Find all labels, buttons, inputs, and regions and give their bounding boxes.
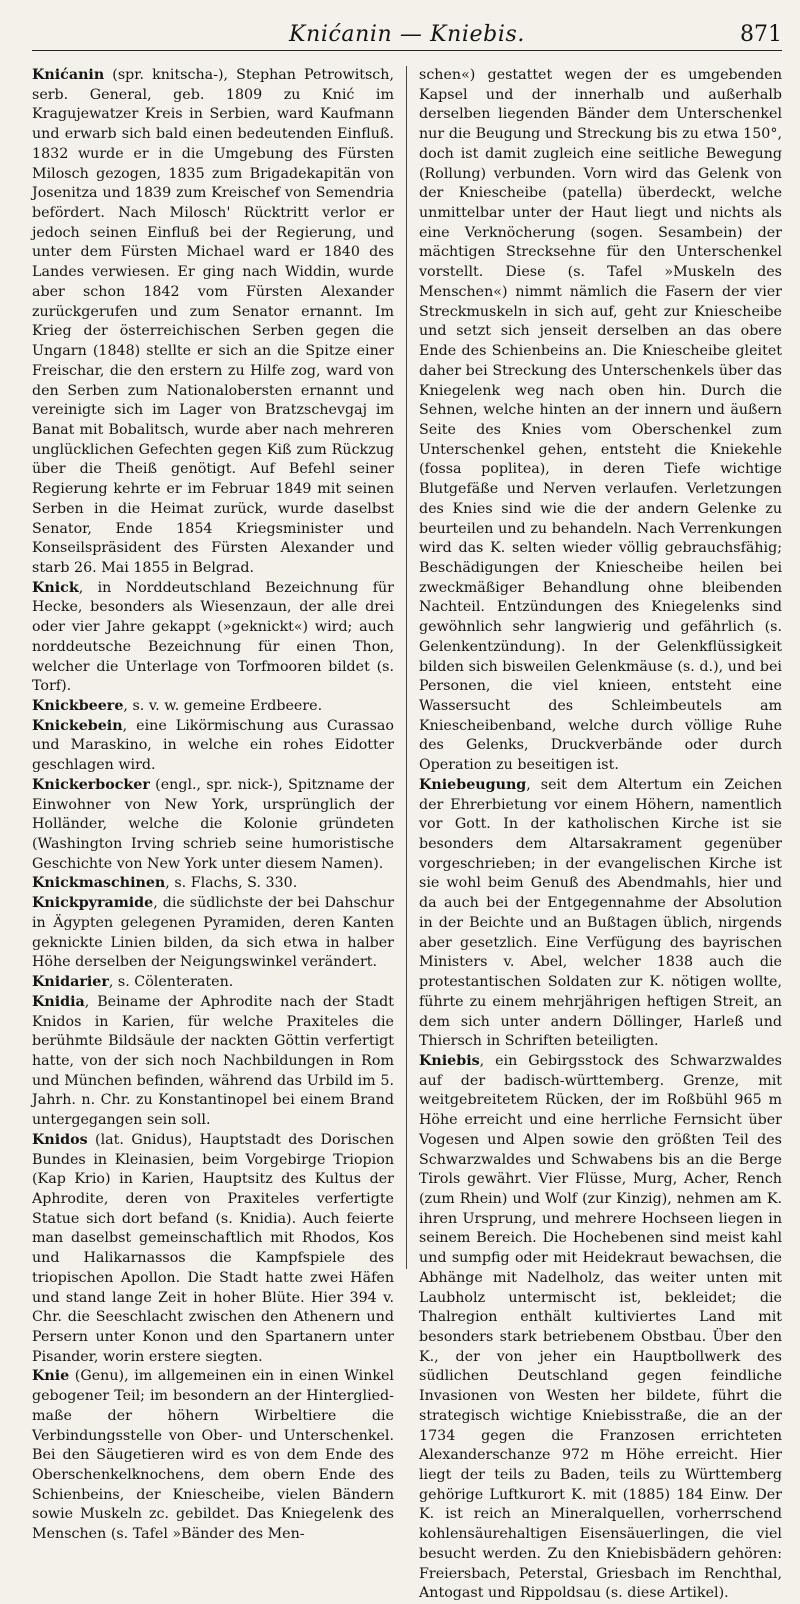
entry-knick (32, 579, 394, 697)
entry-text: (Genu), im allgemeinen ein in einen Winkel gebogener Teil; im besondern an der Hinterglied-maße der höhern Wirbeltiere die Verbindungsstelle von Ober- und Unterschenkel. Bei den Säugetieren wird es von dem Ende des Oberschenkelknochens, dem obern Ende des Schienbeins, der Kniescheibe, vielen Bändern sowie Muskeln zc. gebildet. Das Kniegelenk des Menschen (s. Tafel »Bänder des Men- (32, 1368, 394, 1543)
entry-knidarier (32, 973, 394, 993)
running-head: Knićanin — Kniebis. (289, 22, 525, 47)
page-header (32, 16, 782, 51)
entry-keyword: Knidarier (32, 974, 109, 991)
text-columns (32, 66, 782, 1602)
entry-text: , eine Likörmischung aus Curassao und Maraskino, in welche ein rohes Eidotter geschlagen wird. (32, 717, 394, 774)
entry-text: , die südlichste der bei Dahschur in Ägypten gelegenen Pyramiden, deren Kanten geknickte Linien bilden, da sich etwa in halber Höhe derselben der Neigungswinkel verändert. (32, 895, 394, 971)
entry-keyword: Kniebis (419, 1052, 480, 1069)
entry-text: (lat. Gnidus), Hauptstadt des Dorischen Bundes in Kleinasien, beim Vorgebirge Triopion (Kap Krio) in Karien, Hauptsitz des Kultus der Aphrodite, deren von Praxiteles verfertigte Statue sich dort befand (s. Knidia). Auch feierte man daselbst gemeinschaftlich mit Rhodos, Kos und Halikarnassos die Kampfspiele des triopischen Apollon. Die Stadt hatte zwei Häfen und stand lange Zeit in hoher Blüte. Hier 394 v. Chr. die Seeschlacht zwischen den Athenern und Persern unter Konon und den Spartanern unter Pisander, worin erstere siegten. (32, 1131, 394, 1365)
entry-keyword: Kniebeugung (419, 776, 527, 793)
entry-keyword: Knie (32, 1368, 70, 1385)
entry-keyword: Knidos (32, 1131, 88, 1148)
entry-keyword: Knickmaschinen (32, 875, 166, 892)
entry-knie-continued (419, 66, 782, 776)
entry-knickbeere (32, 697, 394, 717)
entry-text: , s. Cölenteraten. (108, 974, 234, 991)
entry-knickebein (32, 717, 394, 776)
entry-knicanin (32, 66, 394, 579)
left-column (32, 66, 407, 1543)
entry-keyword: Knickerbocker (32, 776, 150, 793)
entry-knidos (32, 1131, 394, 1368)
entry-text: , s. v. w. gemeine Erdbeere. (123, 698, 323, 714)
entry-keyword: Knickpyramide (32, 895, 154, 912)
entry-text: , in Norddeutschland Bezeichnung für Hecke, besonders als Wiesenzaun, der alle drei oder vier Jahre gekappt (»geknickt«) wird; auch norddeutsche Bezeichnung für einen Thon, welcher die Unterlage von Torfmooren bildet (s. Torf). (32, 579, 394, 695)
entry-knidia (32, 993, 394, 1131)
entry-text: schen«) gestattet wegen der es umgebenden Kapsel und der innerhalb und außerhalb derselben liegenden Bänder dem Unterschenkel nur die Beugung und Streckung bis zu etwa 150°, doch ist damit zugleich eine seitliche Bewegung (Rollung) verbunden. Vorn wird das Gelenk von der Kniescheibe (patella) überdeckt, welche unmittelbar unter der Haut liegt und nichts als eine Verknöcherung (sogen. Sesambein) der mächtigen Strecksehne für den Unterschenkel vorstellt. Diese (s. Tafel »Muskeln des Menschen«) nimmt nämlich die Fasern der vier Streckmuskeln in sich auf, geht zur Kniescheibe und setzt sich jenseit derselben an das obere Ende des Schienbeins an. Die Kniescheibe gleitet daher bei Streckung des Unterschenkels über das Kniegelenk weg nach oben hin. Durch die Sehnen, welche hinten an der innern und äußern Seite des Knies vom Oberschenkel zum Unterschenkel gehen, entsteht die Kniekehle (fossa poplitea), in deren Tiefe wichtige Blutgefäße und Nerven verlaufen. Verletzungen des Knies sind wie die der andern Gelenke zu beurteilen und zu behandeln. Nach Verrenkungen wird das K. selten wieder völlig gebrauchsfähig; Beschädigungen der Kniescheibe heilen bei zweckmäßiger Behandlung ohne bleibenden Nachteil. Entzündungen des Kniegelenks sind gewöhnlich sehr langwierig und gefährlich (s. Gelenkentzündung). In der Gelenkflüssigkeit bilden sich bisweilen Gelenkmäuse (s. d.), und bei Personen, die viel knieen, entsteht eine Wassersucht des Schleimbeutels am Kniescheibenband, welche durch völlige Ruhe des Gelenks, Druckverbände oder durch Operation zu beseitigen ist. (419, 67, 782, 774)
entry-text: (engl., spr. nick-), Spitzname der Einwohner von New York, ursprünglich der Holländer, welche die Kolonie gründeten (Washington Irving schrieb seine humoristische Geschichte von New York unter diesem Namen). (32, 776, 394, 872)
entry-text: , seit dem Altertum ein Zeichen der Ehrerbietung vor einem Höhern, namentlich vor Gott. In der katholischen Kirche ist sie besonders dem Altarsakrament gegenüber vorgeschrieben; in der evangelischen Kirche ist sie wohl beim Genuß des Abendmahls, hier und da auch bei der Entgegennahme der Absolution in der Beichte und an Bußtagen üblich, nirgends aber gesetzlich. Eine Verfügung des bayrischen Ministers v. Abel, welcher 1838 auch die protestantischen Soldaten zur K. nötigen wollte, führte zu einem mehrjährigen heftigen Streit, an dem sich unter andern Döllinger, Harleß und Thiersch in Schriften beteiligten. (419, 776, 782, 1050)
entry-text: , Beiname der Aphrodite nach der Stadt Knidos in Karien, für welche Praxiteles die berühmte Bildsäule der nackten Göttin verfertigt hatte, von der sich noch Nachbildungen in Rom und München befinden, während das Urbild im 5. Jahrh. n. Chr. zu Konstantinopel bei einem Brand untergegangen sein soll. (32, 993, 394, 1129)
entry-keyword: Knićanin (32, 67, 105, 83)
entry-knie (32, 1367, 394, 1544)
entry-keyword: Knickbeere (32, 698, 124, 714)
entry-text: , ein Gebirgsstock des Schwarzwaldes auf der badisch-württemberg. Grenze, mit weitgebreitetem Rücken, der im Roßbühl 965 m Höhe erreicht und eine herrliche Fernsicht über Vogesen und Alpen sowie den größten Teil des Schwarzwaldes und Schwabens bis an die Berge Tirols gewährt. Vier Flüsse, Murg, Acher, Rench (zum Rhein) und Wolf (zur Kinzig), nehmen am K. ihren Ursprung, und mehrere Hochseen liegen in seinem Bereich. Die Hochebenen sind meist kahl und sumpfig oder mit Heidekraut bewachsen, die Abhänge mit Nadelholz, das weiter unten mit Laubholz untermischt ist, bekleidet; die Thalregion enthält kultiviertes Land mit besonders stark betriebenem Obstbau. Über den K., der von jeher ein Hauptbollwerk des südlichen Deutschland gegen feindliche Invasionen von Westen her bildete, führt die strategisch wichtige Kniebisstraße, die an der 1734 gegen die Franzosen errichteten Alexanderschanze 972 m Höhe erreicht. Hier liegt der teils zu Baden, teils zu Württemberg gehörige Luftkurort K. mit (1885) 184 Einw. Der K. ist reich an Mineralquellen, vorherrschend kohlensäurehaltigen Eisensäuerlingen, die viel besucht werden. Zu den Kniebisbädern gehören: Freiersbach, Peterstal, Griesbach im Renchthal, Antogast und Rippoldsau (s. diese Artikel). (419, 1052, 782, 1602)
entry-text: (spr. knitscha-), Stephan Petrowitsch, serb. General, geb. 1809 zu Knić im Kragujewatzer Kreis in Serbien, ward Kaufmann und erwarb sich bald einen bedeutenden Einfluß. 1832 wurde er in die Umgebung des Fürsten Milosch gezogen, 1835 zum Brigadekapitän von Josenitza und 1839 zum Kreischef von Semendria befördert. Nach Milosch' Rücktritt verlor er jedoch seinen Einfluß bei der Regierung, und unter dem Fürsten Michael ward er 1840 des Landes verwiesen. Er ging nach Widdin, wurde aber schon 1842 vom Fürsten Alexander zurückgerufen und zum Senator ernannt. Im Krieg der österreichischen Serben gegen die Ungarn (1848) stellte er sich an die Spitze einer Freischar, die den erstern zu Hilfe zog, ward von den Serben zum Nationalobersten ernannt und vereinigte sich im Lager von Bratzschevgaj im Banat mit Bobalitsch, wurde aber nach mehreren unglücklichen Gefechten gegen Kiß zum Rückzug über die Theiß genötigt. Auf Befehl seiner Regierung kehrte er im Februar 1849 mit seinen Serben in die Heimat zurück, wurde daselbst Senator, Ende 1854 Kriegsminister und Konseilspräsident des Fürsten Alexander und starb 26. Mai 1855 in Belgrad. (32, 67, 394, 576)
page-number: 871 (740, 22, 782, 47)
right-column (407, 66, 782, 1602)
entry-knickerbocker (32, 776, 394, 875)
entry-kniebeugung (419, 776, 782, 1052)
entry-text: , s. Flachs, S. 330. (165, 875, 298, 892)
entry-knickmaschinen (32, 874, 394, 894)
entry-knickpyramide (32, 894, 394, 973)
entry-keyword: Knick (32, 579, 79, 596)
entry-kniebis (419, 1052, 782, 1604)
entry-keyword: Knidia (32, 993, 85, 1010)
entry-keyword: Knickebein (32, 717, 123, 734)
